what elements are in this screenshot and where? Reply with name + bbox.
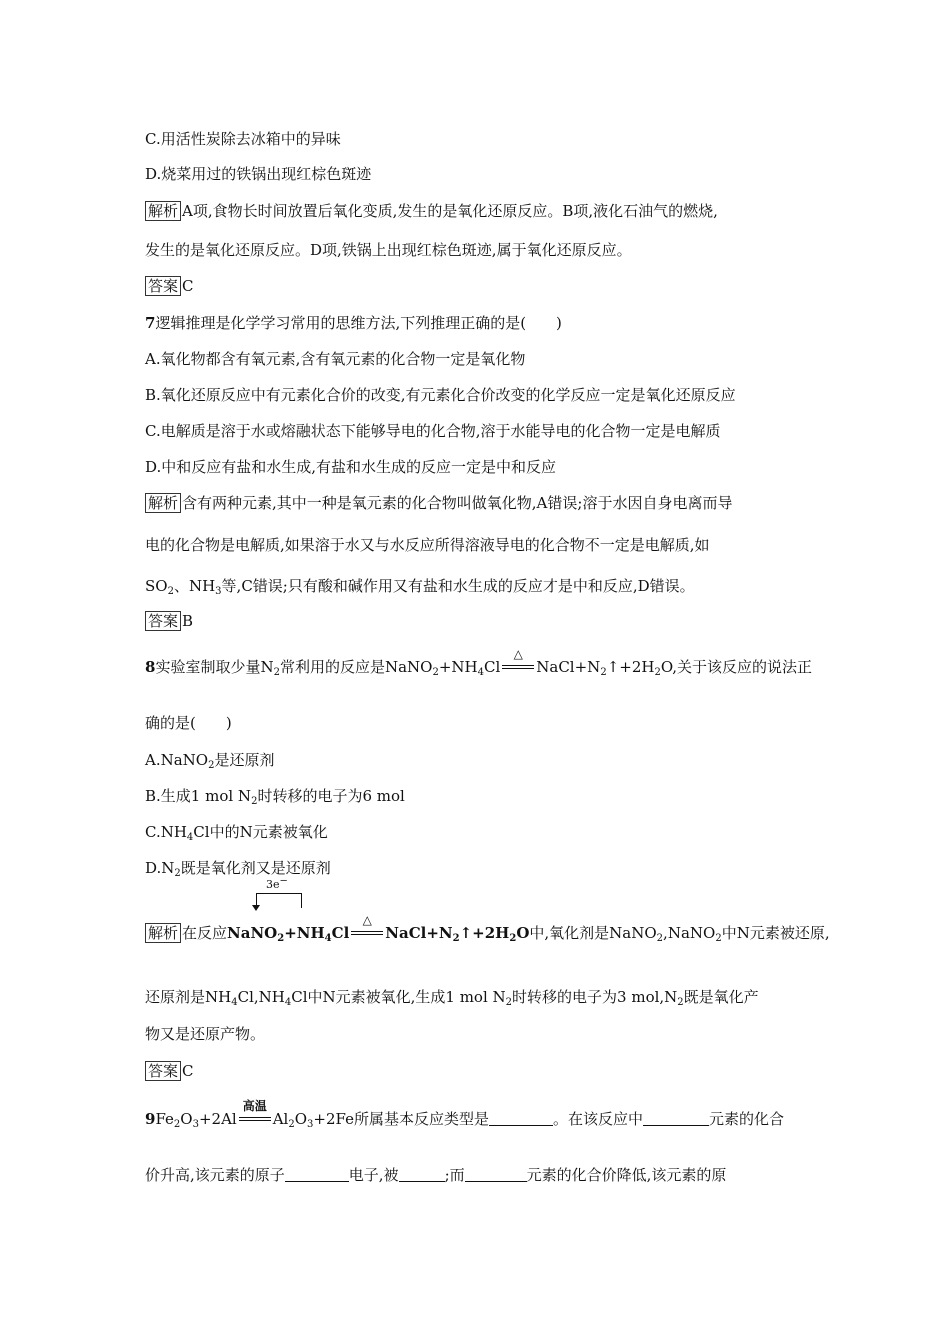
q6-answer: 答案 C [145, 276, 194, 296]
answer-tag: 答案 [145, 1061, 181, 1081]
heat-condition-equals: △ [500, 656, 536, 676]
q9-stem-line1: $9Fe_2O_3+2Al$ 高温 $Al_2O_3+2Fe$所属基本反应类型是 。在该反应中 元素的化合 [145, 1099, 785, 1130]
q8-stem-line2: 确的是( ) [145, 714, 232, 732]
q7-option-a: A.氧化物都含有氧元素,含有氧元素的化合物一定是氧化物 [145, 350, 526, 368]
analysis-tag: 解析 [145, 923, 181, 943]
electron-transfer-bracket [256, 893, 302, 908]
electron-transfer-arrowhead [252, 905, 260, 911]
q8-answer: 答案 C [145, 1061, 194, 1081]
q8-option-c: $C.NH_4Cl$中的N元素被氧化 [145, 823, 328, 843]
answer-tag: 答案 [145, 276, 181, 296]
electron-transfer-label: 3e− [266, 875, 288, 891]
analysis-tag: 解析 [145, 201, 181, 221]
q9-stem-line2: 价升高,该元素的原子 电子,被 ;而 元素的化合价降低,该元素的原 [145, 1166, 727, 1184]
blank-element-raised[interactable] [643, 1111, 709, 1126]
q8-analysis-line2: 还原剂是$NH_4Cl,NH_4Cl$中N元素被氧化,生成1 mol $N_2$时转移的电子为3 $mol,N_2$既是氧化产 [145, 988, 759, 1008]
q7-analysis-line3: $SO_2$、$NH_3$等,C错误;只有酸和碱作用又有盐和水生成的反应才是中和反应,D错误。 [145, 577, 695, 597]
answer-tag: 答案 [145, 611, 181, 631]
blank-electron-action[interactable] [285, 1167, 349, 1182]
q7-analysis-line1: 解析 含有两种元素,其中一种是氧元素的化合物叫做氧化物,A错误;溶于水因自身电离而导 [145, 493, 732, 513]
analysis-equation: $NaNO_2+NH_4Cl$ △ $NaCl+N_2↑+2H_2O$ [227, 913, 530, 944]
q7-answer: 答案 B [145, 611, 193, 631]
q7-option-d: D.中和反应有盐和水生成,有盐和水生成的反应一定是中和反应 [145, 458, 557, 476]
q8-stem-line1: 8实验室制取少量$N_2$常利用的反应是$NaNO_2+NH_4Cl$ △ $NaCl+N_2↑+2H_2O$,关于该反应的说法正 [145, 647, 813, 678]
q8-option-b: B.生成1 mol $N_2$时转移的电子为6 mol [145, 787, 405, 807]
high-temperature-equals: 高温 [237, 1108, 273, 1128]
blank-element-lowered[interactable] [465, 1167, 527, 1182]
q8-analysis-line3: 物又是还原产物。 [145, 1025, 266, 1043]
q6-analysis-line1: 解析 A项,食物长时间放置后氧化变质,发生的是氧化还原反应。B项,液化石油气的燃烧, [145, 201, 718, 221]
q8-option-d: $D.N_2$既是氧化剂又是还原剂 [145, 859, 331, 879]
analysis-tag: 解析 [145, 493, 181, 513]
q7-option-c: C.电解质是溶于水或熔融状态下能够导电的化合物,溶于水能导电的化合物一定是电解质 [145, 422, 721, 440]
q8-analysis-line1: 解析 在反应$NaNO_2+NH_4Cl$ △ $NaCl+N_2↑+2H_2O$中,氧化剂是NaNO$_2$,NaNO$_2$中N元素被还原, [145, 922, 830, 943]
q7-stem: 7逻辑推理是化学学习常用的思维方法,下列推理正确的是( ) [145, 314, 562, 332]
blank-reaction-type[interactable] [489, 1111, 553, 1126]
q7-option-b: B.氧化还原反应中有元素化合价的改变,有元素化合价改变的化学反应一定是氧化还原反应 [145, 386, 736, 404]
q8-option-a: A.NaNO$_2$是还原剂 [145, 751, 275, 771]
q6-option-c: C.用活性炭除去冰箱中的异味 [145, 130, 341, 148]
q6-analysis-line2: 发生的是氧化还原反应。D项,铁锅上出现红棕色斑迹,属于氧化还原反应。 [145, 241, 632, 259]
q6-option-d: D.烧菜用过的铁锅出现红棕色斑迹 [145, 165, 372, 183]
blank-process[interactable] [399, 1167, 445, 1182]
q7-analysis-line2: 电的化合物是电解质,如果溶于水又与水反应所得溶液导电的化合物不一定是电解质,如 [145, 536, 710, 554]
